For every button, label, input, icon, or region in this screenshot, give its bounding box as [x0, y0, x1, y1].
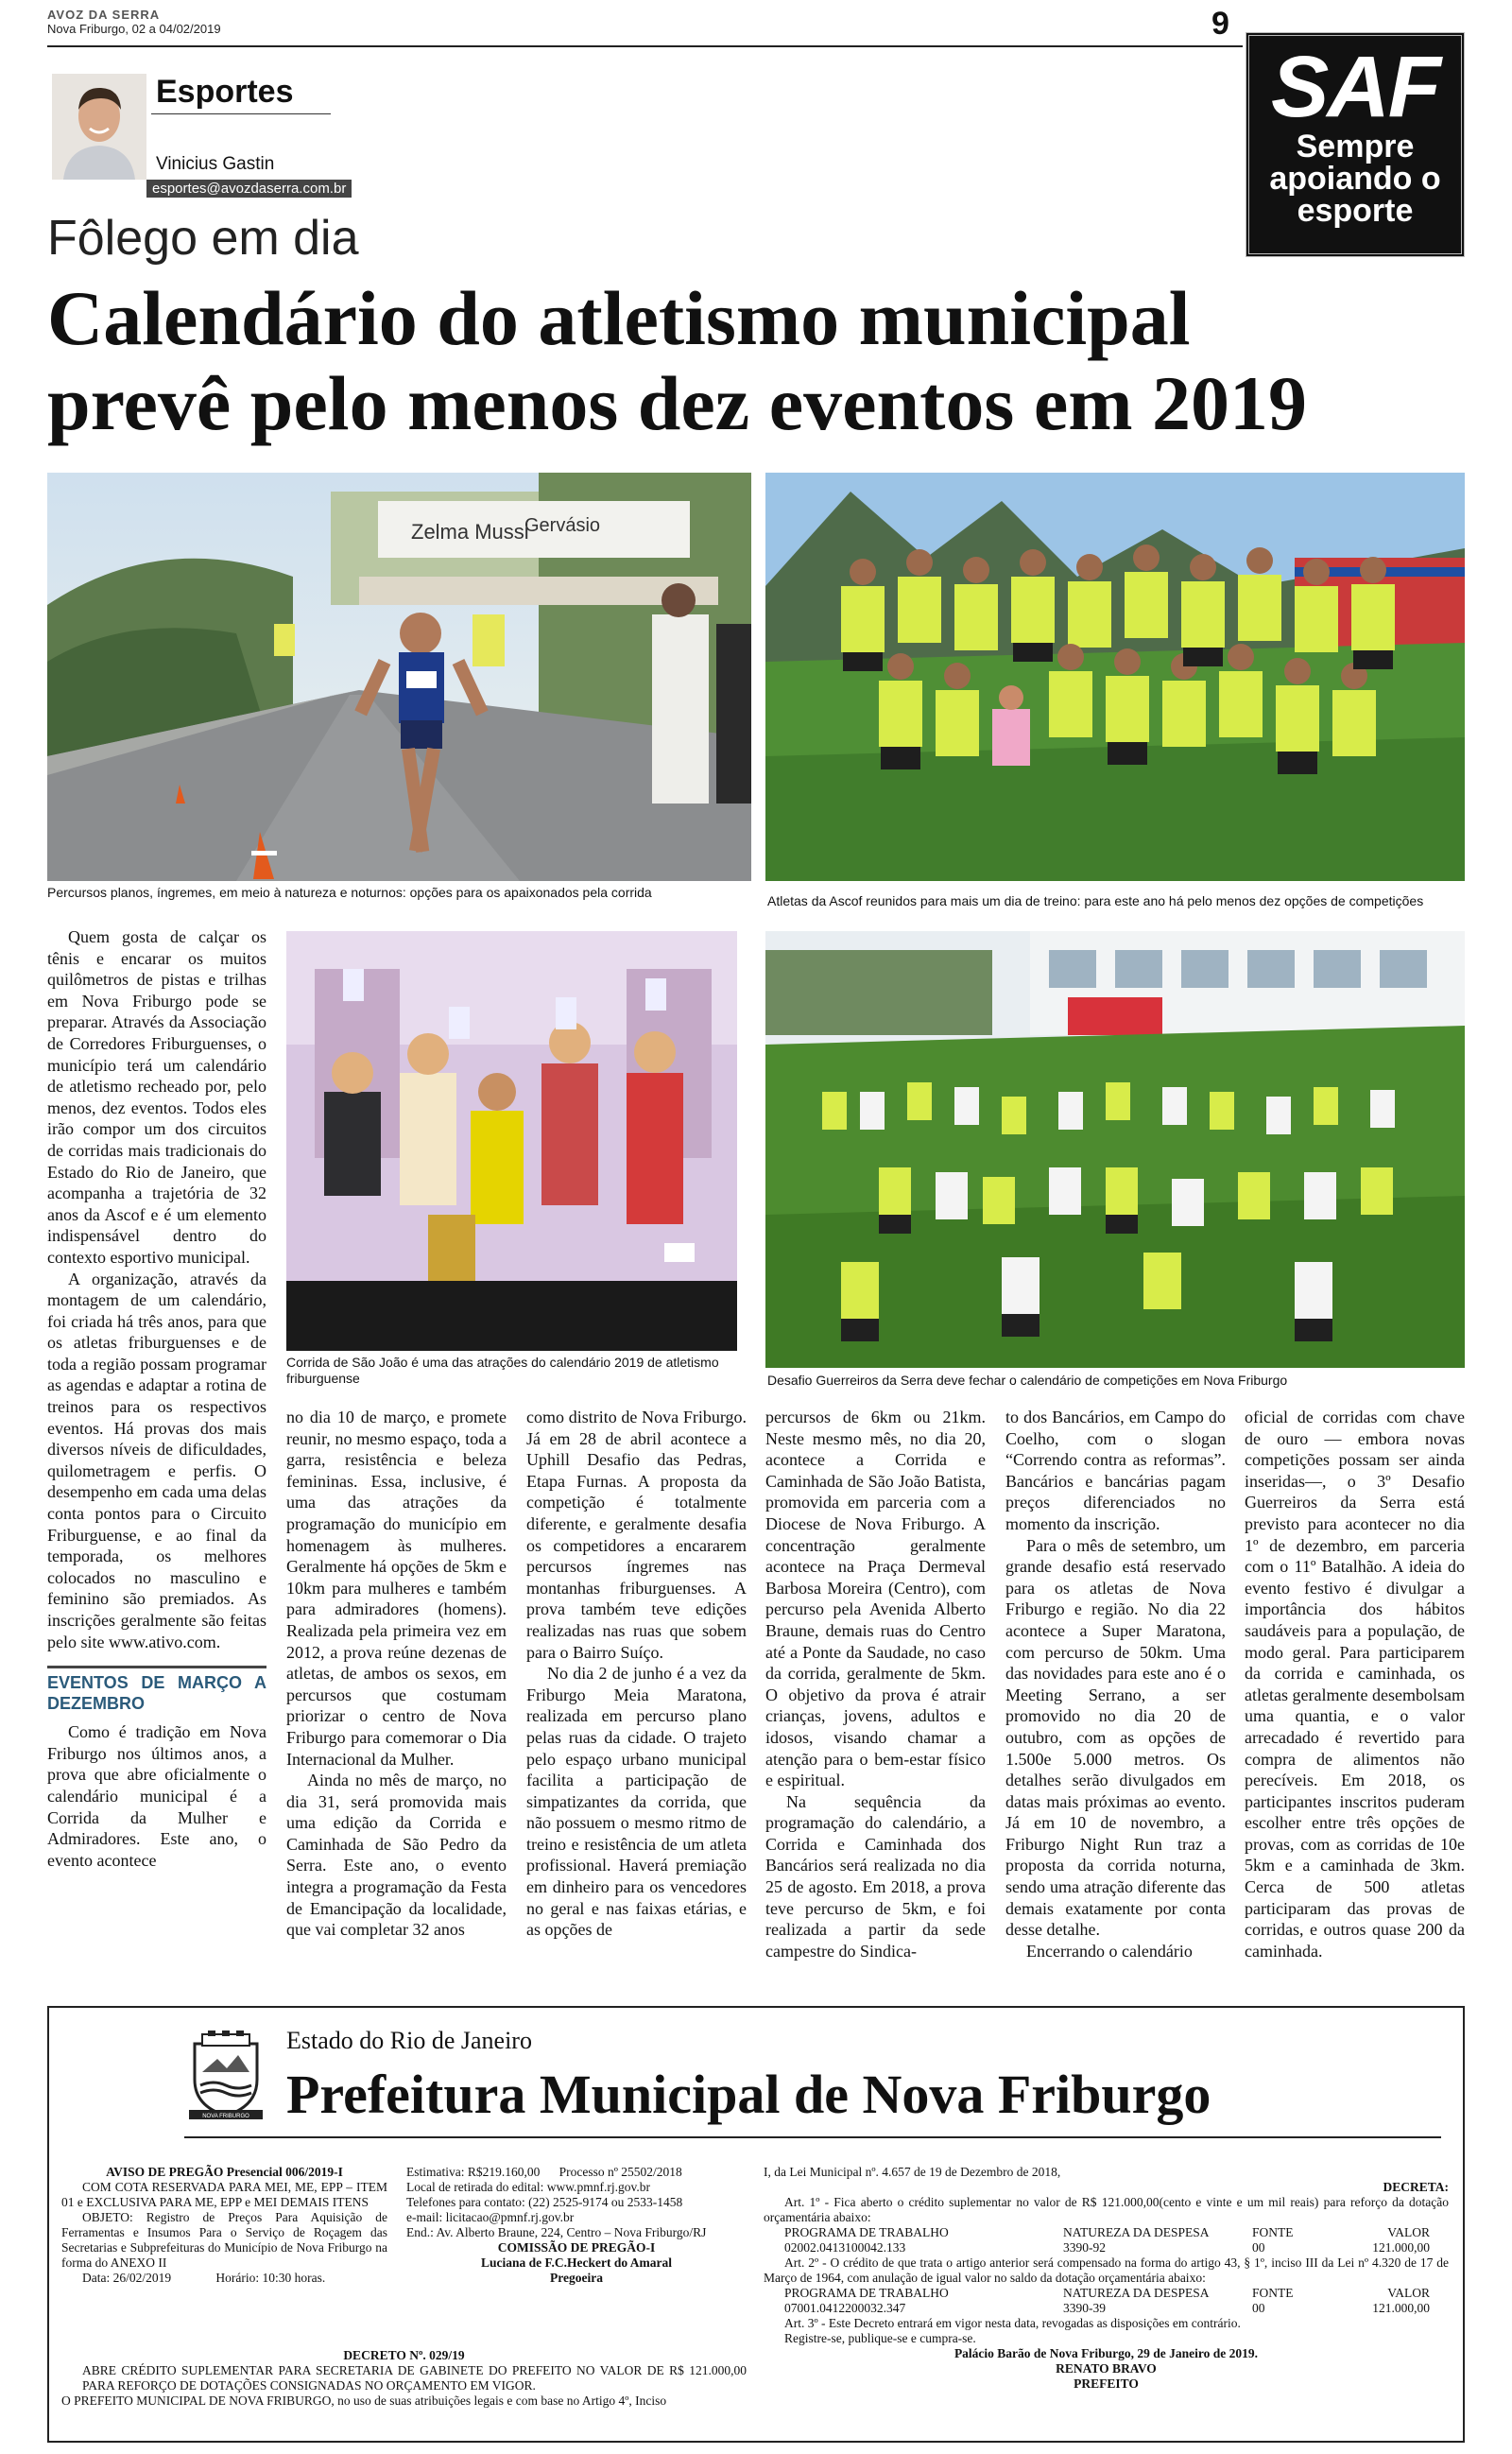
- estimativa: Estimativa: R$219.160,00: [406, 2165, 541, 2179]
- photo-sign-1: Zelma Mussi: [411, 520, 529, 544]
- art-2: Art. 2º - O crédito de que trata o artigo anterior será compensado na forma do artigo 43, § 1º, inciso III da Lei nº 4.320 de 17 de Março de 1964, com anulação de igual valor no saldo da dotação orçamentária abaixo:: [764, 2255, 1449, 2285]
- th-programa: PROGRAMA DE TRABALHO: [784, 2286, 949, 2300]
- paragraph: Para o mês de setembro, um grande desafio está reservado para os atletas de Nova Friburgo e região. No dia 22 acontece a Super Maratona, com percurso de 50km. Uma das novidades para este ano é o Meeting Serrano, a ser promovido no dia 20 de outubro, com as opções de 1.500e 5.000 metros. Os detalhes serão divulgados em datas mais próximas ao evento. Já em 10 de novembro, a Friburgo Night Run traz a proposta da corrida noturna, sendo uma atração diferente das demais exatamente por conta desse detalhe.: [1005, 1535, 1226, 1940]
- table-row: [764, 2240, 1449, 2255]
- author-name: Vinicius Gastin: [156, 154, 275, 174]
- saf-line-3: esporte: [1297, 193, 1414, 229]
- kicker: Fôlego em dia: [47, 211, 359, 266]
- dotacao-table-1: [764, 2225, 1449, 2255]
- paragraph: A organização, através da montagem de um calendário, foi criada há três anos, para que os atletas friburguenses e de toda a região possam programar as agendas e adaptar a rotina de treinos para os respectivos eventos. Há provas dos mais diversos níveis de dificuldades, quilometragem e perfis. O desempenho em cada uma delas conta pontos para o Circuito Friburguense, e ao final da temporada, os melhores colocados no masculino e feminino são premiados. As inscrições geralmente são feitas pelo site www.ativo.com.: [47, 1269, 266, 1651]
- notice-rule: [184, 2136, 1441, 2138]
- aviso-line: COM COTA RESERVADA PARA MEI, ME, EPP – ITEM 01 e EXCLUSIVA PARA ME, EPP e MEI DEMAIS ITENS: [61, 2180, 387, 2209]
- saf-line-1: Sempre: [1296, 129, 1415, 164]
- prefeito-name: RENATO BRAVO: [1056, 2361, 1157, 2376]
- article-column-6: [1245, 1407, 1465, 1961]
- newspaper-name: AVOZ DA SERRA: [47, 8, 161, 22]
- paragraph: Ainda no mês de março, no dia 31, será promovida mais uma edição da Corrida e Caminhada de São Pedro da Serra. Este ano, o evento integra a programação da Festa de Emancipação da localidade, que vai completar 32 anos: [286, 1771, 507, 1940]
- caption-photo3: Corrida de São João é uma das atrações do calendário 2019 de atletismo friburguense: [286, 1355, 719, 1386]
- author-rule: [151, 113, 331, 114]
- section-title: Esportes: [156, 74, 294, 110]
- palacio: Palácio Barão de Nova Friburgo, 29 de Janeiro de 2019.: [954, 2346, 1259, 2360]
- paragraph: Encerrando o calendário: [1026, 1941, 1193, 1961]
- masthead-rule: [47, 45, 1243, 47]
- paragraph: oficial de corridas com chave de ouro — embora novas competições possam ser ainda inseridas—, o 3º Desafio Guerreiros da Serra está previsto para acontecer no dia 1º de dezembro, em parceria com o 11º Batalhão. A ideia do evento festivo é divulgar a importância dos hábitos saudáveis para a população, de modo geral. Para participarem da corrida e caminhada, os atletas geralmente desembolsam uma quantia, e o valor arrecadado é revertido para compra de alimentos não perecíveis. Em 2018, os participantes inscritos puderam escolher entre três opções de provas, com as corridas de 10e 5km e a caminhada de 3km. Cerca de 500 atletas participaram das provas de corridas, e outros quase 200 da caminhada.: [1245, 1408, 1465, 1961]
- cell-fonte: 00: [1252, 2240, 1265, 2255]
- dotacao-table-2: [764, 2286, 1449, 2316]
- photo-podium: [286, 931, 737, 1351]
- article-column-5: [1005, 1407, 1226, 1961]
- paragraph: como distrito de Nova Friburgo. Já em 28 de abril acontece a Uphill Desafio das Pedras, Etapa Furnas. A proposta da competição é totalmente diferente, e geralmente desafia os competidores a encararem percursos íngremes nas montanhas friburguenses. A prova também teve edições realizadas nas ruas que sobem para o Bairro Suíço.: [526, 1408, 747, 1662]
- crest-motto: NOVA FRIBURGO: [202, 2114, 249, 2119]
- headline-line-1: Calendário do atletismo municipal: [47, 275, 1191, 361]
- paragraph: Na sequência da programação do calendário, a Corrida e Caminhada dos Bancários será realizada no dia 25 de agosto. Em 2018, a prova teve percurso de 5km, e foi realizada a partir da sede campestre do Sindica-: [765, 1791, 986, 1961]
- art-1: Art. 1º - Fica aberto o crédito suplementar no valor de R$ 121.000,00(cento e vinte e um mil reais) para reforço da dotação orçamentária abaixo:: [764, 2195, 1449, 2224]
- aviso-hora: Horário: 10:30 horas.: [215, 2271, 326, 2285]
- saf-ad: [1246, 32, 1465, 257]
- processo: Processo nº 25502/2018: [558, 2165, 682, 2179]
- th-fonte: FONTE: [1252, 2225, 1294, 2239]
- aviso-data: Data: 26/02/2019: [82, 2271, 172, 2285]
- paragraph: percursos de 6km ou 21km. Neste mesmo mês, no dia 20, acontece a Corrida e Caminhada de São João Batista, promovida em parceria com a Diocese de Nova Friburgo. A concentração geralmente acontece na Praça Dermeval Barbosa Moreira (Centro), com percurso pela Avenida Alberto Braune, demais ruas do Centro até a Ponte da Saudade, no caso da corrida, geralmente de 5km. O objetivo da prova é atrair crianças, jovens, adultos e idosos, visando chamar a atenção para o bem-estar físico e espiritual.: [765, 1408, 986, 1790]
- state-name: Estado do Rio de Janeiro: [286, 2027, 532, 2054]
- th-fonte: FONTE: [1252, 2286, 1294, 2300]
- dateline: Nova Friburgo, 02 a 04/02/2019: [47, 22, 221, 36]
- headline-line-2: prevê pelo menos dez eventos em 2019: [47, 360, 1308, 446]
- decreto-preambulo: O PREFEITO MUNICIPAL DE NOVA FRIBURGO, no uso de suas atribuições legais e com base no Artigo 4º, Inciso: [61, 2394, 667, 2408]
- page-number: 9: [1211, 6, 1229, 42]
- decreto-ementa: ABRE CRÉDITO SUPLEMENTAR PARA SECRETARIA DE GABINETE DO PREFEITO NO VALOR DE R$ 121.000,00 PARA REFORÇO DE DOTAÇÕES CONSIGNADAS NO ORÇAMENTO EM VIGOR.: [82, 2363, 747, 2393]
- photo-sign-2: Gervásio: [524, 515, 601, 536]
- cell-natureza: 3390-92: [1063, 2240, 1106, 2255]
- author-photo: [52, 74, 146, 180]
- pregoeira-title: Pregoeira: [550, 2271, 603, 2285]
- aviso-pregao: [61, 2165, 387, 2286]
- lei-municipal: I, da Lei Municipal nº. 4.657 de 19 de Dezembro de 2018,: [764, 2165, 1061, 2179]
- masthead: [47, 8, 1238, 36]
- decreta: DECRETA:: [1383, 2180, 1449, 2194]
- paragraph: No dia 2 de junho é a vez da Friburgo Meia Maratona, realizada em percurso plano pelas ruas da cidade. O trajeto pelo espaço urbano municipal facilita a participação de simpatizantes da corrida, que não possuem o mesmo ritmo de treino e resistência de um atleta profissional. Haverá premiação em dinheiro para os vencedores no geral e nas faixas etárias, e as opções de: [526, 1664, 747, 1940]
- author-email[interactable]: esportes@avozdaserra.com.br: [146, 180, 352, 198]
- prefeito-title: PREFEITO: [1074, 2376, 1139, 2391]
- registre: Registre-se, publique-se e cumpra-se.: [784, 2331, 976, 2345]
- article-column-2: [286, 1407, 507, 1941]
- aviso-title: AVISO DE PREGÃO Presencial 006/2019-I: [106, 2165, 343, 2179]
- local-retirada: Local de retirada do edital: www.pmnf.rj.gov.br: [406, 2180, 651, 2194]
- nova-friburgo-crest: [189, 2031, 263, 2121]
- aviso-objeto: OBJETO: Registro de Preços Para Aquisição de Ferramentas e Insumos Para o Serviço de Roçagem das Secretarias e Subprefeituras do Município de Nova Friburgo na forma do ANEXO II: [61, 2210, 387, 2270]
- th-valor: VALOR: [1387, 2286, 1430, 2300]
- comissao: COMISSÃO DE PREGÃO-I: [497, 2240, 656, 2255]
- saf-line-2: apoiando o: [1269, 161, 1441, 197]
- paragraph: Como é tradição em Nova Friburgo nos últimos anos, a prova que abre oficialmente o calendário municipal é a Corrida da Mulher e Admiradores. Este ano, o evento acontece: [47, 1722, 266, 1870]
- table-row: [764, 2301, 1449, 2316]
- cell-programa: 02002.0413100042.133: [784, 2240, 906, 2255]
- subhead: EVENTOS DE MARÇO A DEZEMBRO: [47, 1666, 266, 1714]
- saf-logo: SAF: [1271, 39, 1439, 135]
- headline: [47, 276, 1484, 446]
- th-natureza: NATUREZA DA DESPESA: [1063, 2286, 1210, 2300]
- decreto: [61, 2348, 747, 2409]
- paragraph: no dia 10 de março, e promete reunir, no mesmo espaço, toda a garra, resistência e beleza femininas. Essa, inclusive, é uma das atrações da programação do município em homenagem às mulheres. Geralmente há opções de 5km e 10km para mulheres e também para admiradores (homens). Realizada pela primeira vez em 2012, a prova reúne dezenas de atletas, de ambos os sexos, em percursos que costumam priorizar o centro de Nova Friburgo para comemorar o Dia Internacional da Mulher.: [286, 1408, 507, 1769]
- pregoeira-name: Luciana de F.C.Heckert do Amaral: [481, 2255, 672, 2270]
- article-column-1: [47, 926, 266, 1871]
- article-column-3: [526, 1407, 747, 1941]
- th-programa: PROGRAMA DE TRABALHO: [784, 2225, 949, 2239]
- art-3: Art. 3º - Este Decreto entrará em vigor nesta data, revogadas as disposições em contrário.: [784, 2316, 1241, 2330]
- cell-fonte: 00: [1252, 2301, 1265, 2315]
- decreto-title: DECRETO Nº. 029/19: [343, 2348, 465, 2362]
- paragraph: to dos Bancários, em Campo do Coelho, com o slogan “Correndo contra as reformas”. Bancários e bancárias pagam preços diferenciados no momento da inscrição.: [1005, 1408, 1226, 1533]
- cell-valor: 121.000,00: [1372, 2240, 1430, 2255]
- pregao-info: [406, 2165, 747, 2286]
- caption-photo2: Atletas da Ascof reunidos para mais um dia de treino: para este ano há pelo menos dez opções de competições: [767, 893, 1424, 908]
- th-valor: VALOR: [1387, 2225, 1430, 2239]
- th-natureza: NATUREZA DA DESPESA: [1063, 2225, 1210, 2239]
- telefones: Telefones para contato: (22) 2525-9174 ou 2533-1458: [406, 2195, 683, 2209]
- photo-warmup-crowd: [765, 931, 1465, 1368]
- photo-street-race: [47, 473, 751, 881]
- caption-photo1: Percursos planos, íngremes, em meio à natureza e noturnos: opções para os apaixonados pela corrida: [47, 885, 652, 900]
- article-column-4: [765, 1407, 986, 1961]
- cell-valor: 121.000,00: [1372, 2301, 1430, 2315]
- endereco: End.: Av. Alberto Braune, 224, Centro – Nova Friburgo/RJ: [406, 2225, 707, 2239]
- cell-programa: 07001.0412200032.347: [784, 2301, 906, 2315]
- paragraph: Quem gosta de calçar os tênis e encarar os muitos quilômetros de pistas e trilhas em Nova Friburgo pode se preparar. Através da Associação de Corredores Friburguenses, o município terá um calendário de atletismo recheado por, pelo menos, dez eventos. Todos eles irão compor um dos circuitos de corridas mais tradicionais do Estado do Rio de Janeiro, que acompanha a trajetória de 32 anos da Ascof e é um elemento indispensável dentro do contexto esportivo municipal.: [47, 927, 266, 1267]
- prefeitura-name: Prefeitura Municipal de Nova Friburgo: [286, 2064, 1211, 2125]
- decreto-articles: [764, 2165, 1449, 2392]
- photo-ascof-group: [765, 473, 1465, 881]
- cell-natureza: 3390-39: [1063, 2301, 1106, 2315]
- email-licitacao: e-mail: licitacao@pmnf.rj.gov.br: [406, 2210, 575, 2224]
- caption-photo4: Desafio Guerreiros da Serra deve fechar o calendário de competições em Nova Friburgo: [767, 1373, 1288, 1388]
